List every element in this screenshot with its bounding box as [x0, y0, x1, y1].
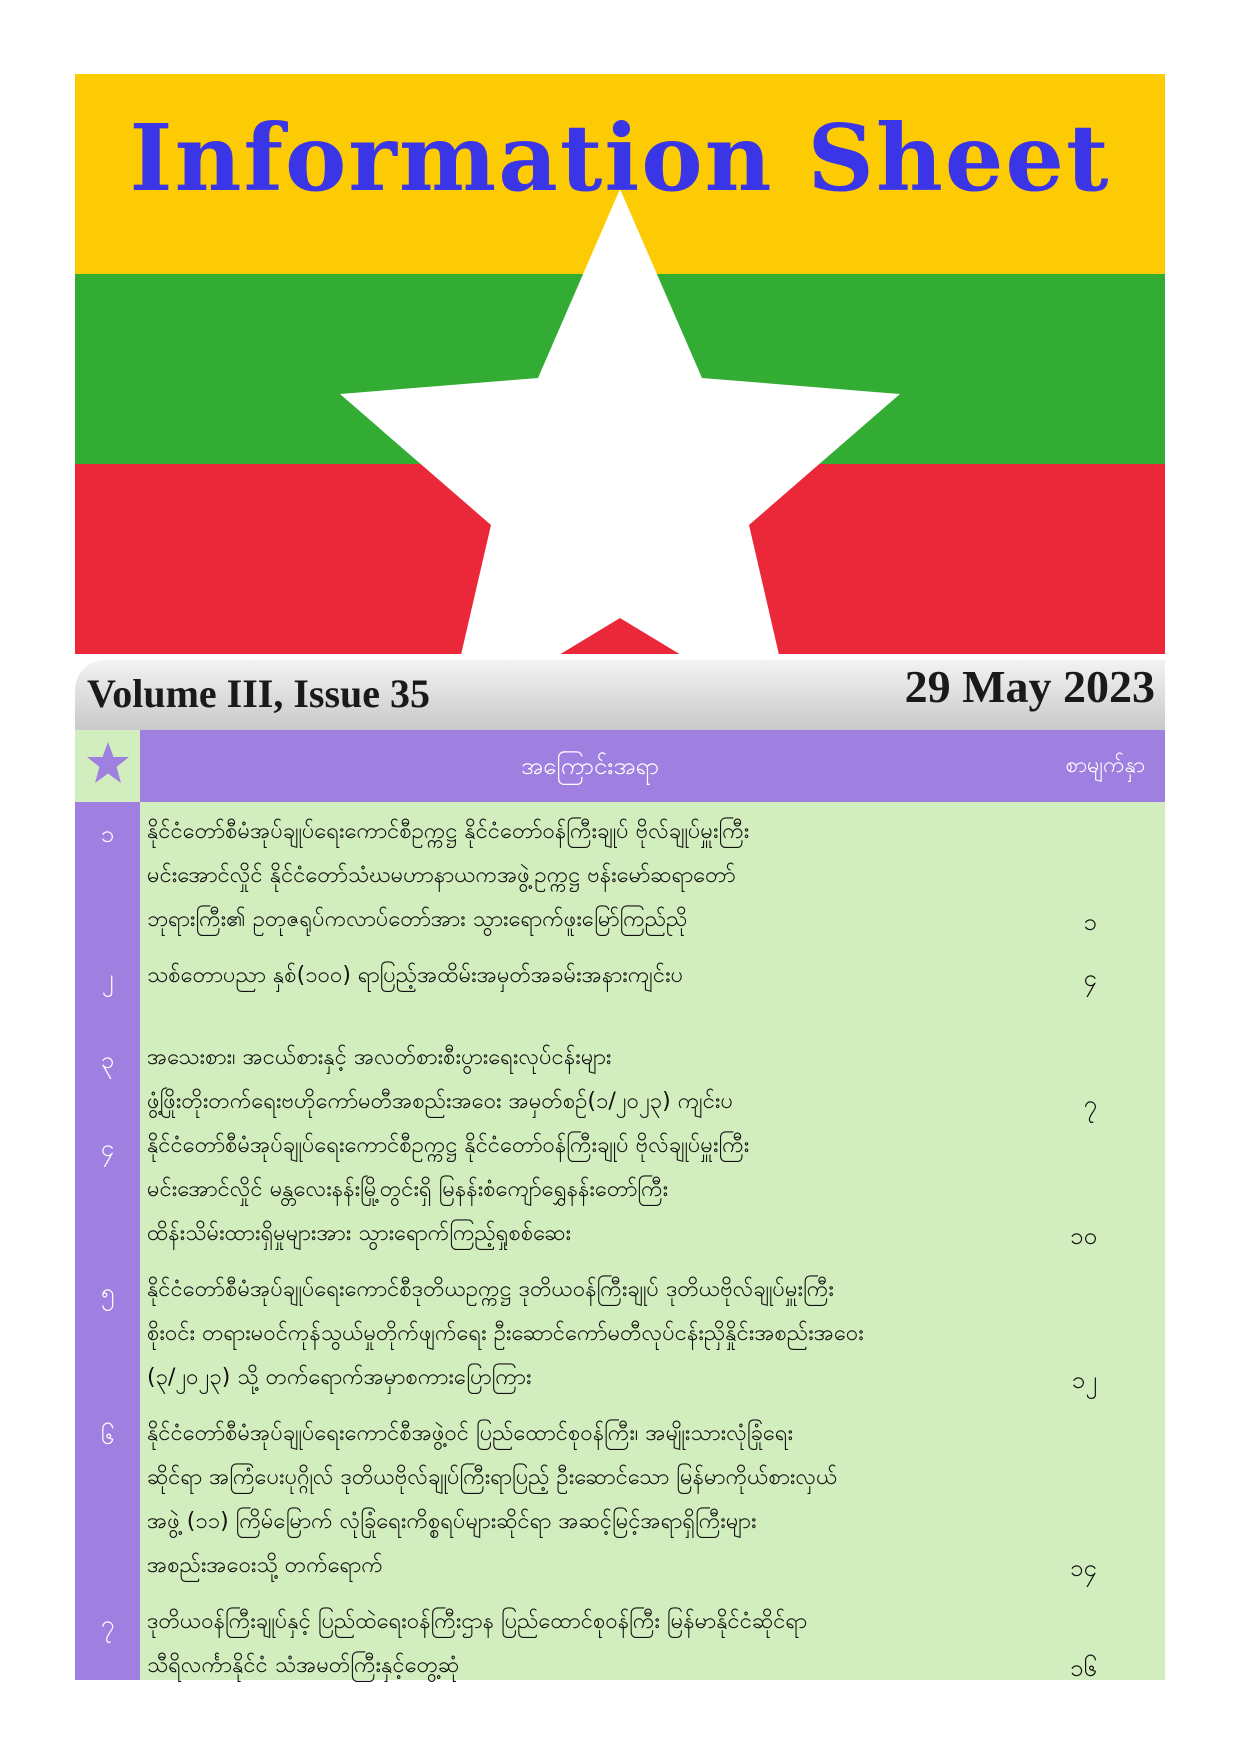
toc-entry-line: မင်းအောင်လှိုင် နိုင်ငံတော်သံဃမဟာနာယကအဖွဲ့ဥက္ကဋ္ဌ ဗန်းမော်ဆရာတော် [147, 863, 736, 888]
toc-entry-title [147, 810, 1047, 942]
toc-entry-number: ၅ [100, 1278, 115, 1306]
toc-entry-line: အသေးစား၊ အငယ်စားနှင့် အလတ်စားစီးပွားရေးလုပ်ငန်းများ [147, 1045, 612, 1070]
toc-entry-title [147, 1124, 1047, 1256]
flag-banner [75, 74, 1165, 654]
toc-title: အကြောင်းအရာ [521, 752, 659, 780]
toc-entry-line: နိုင်ငံတော်စီမံအုပ်ချုပ်ရေးကောင်စီဥက္ကဋ္ဌ နိုင်ငံတော်ဝန်ကြီးချုပ် ဗိုလ်ချုပ်မှူးကြီး [147, 1133, 750, 1158]
toc-entry-title [147, 1036, 1047, 1124]
toc-entry-page: ၇ [1083, 1090, 1097, 1118]
toc-entry-number: ၆ [100, 1422, 115, 1450]
toc-entry-page: ၄ [1083, 964, 1097, 992]
toc-number-column [75, 730, 140, 1680]
toc-entry-number: ၄ [100, 1134, 115, 1162]
toc-entry-line: မင်းအောင်လှိုင် မန္တလေးနန်းမြို့တွင်းရှိ မြနန်းစံကျော်ရွှေနန်းတော်ကြီး [147, 1177, 669, 1202]
toc-header-star-cell [75, 730, 140, 802]
toc-entry-line: ဖွံ့ဖြိုးတိုးတက်ရေးဗဟိုကော်မတီအစည်းအဝေး အမှတ်စဉ်(၁/၂၀၂၃) ကျင်းပ [147, 1089, 734, 1114]
toc-entry-line: နိုင်ငံတော်စီမံအုပ်ချုပ်ရေးကောင်စီဒုတိယဥက္ကဋ္ဌ ဒုတိယဝန်ကြီးချုပ် ဒုတိယဗိုလ်ချုပ်မှူးကြီး [147, 1277, 834, 1302]
issue-date: 29 May 2023 [904, 661, 1155, 712]
volume-issue: Volume III, Issue 35 [87, 671, 431, 716]
toc-entry-line: သစ်တောပညာ နှစ်(၁၀၀) ရာပြည့်အထိမ်းအမှတ်အခမ်းအနားကျင်းပ [147, 963, 684, 988]
toc-entry-line: (၃/၂၀၂၃) သို့ တက်ရောက်အမှာစကားပြောကြား [147, 1365, 532, 1390]
toc-entry-line: အစည်းအဝေးသို့ တက်ရောက် [147, 1553, 383, 1578]
toc-entry-line: ဆိုင်ရာ အကြံပေးပုဂ္ဂိုလ် ဒုတိယဗိုလ်ချုပ်ကြီးရာပြည့် ဦးဆောင်သော မြန်မာကိုယ်စားလှယ် [147, 1465, 838, 1490]
toc-entry-page: ၁၆ [1070, 1654, 1097, 1682]
toc-entry-title [147, 1600, 1047, 1688]
toc-entry-page: ၁၀ [1070, 1222, 1097, 1250]
toc-entry-title [147, 1412, 1047, 1588]
toc-entry-title [147, 1268, 1047, 1400]
toc-entry-line: နိုင်ငံတော်စီမံအုပ်ချုပ်ရေးကောင်စီဥက္ကဋ္ဌ နိုင်ငံတော်ဝန်ကြီးချုပ် ဗိုလ်ချုပ်မှူးကြီး [147, 819, 750, 844]
toc-entry-title [147, 954, 1047, 998]
purple-star-icon [85, 740, 131, 786]
toc-entry-line: သီရိလင်္ကာနိုင်ငံ သံအမတ်ကြီးနှင့်တွေ့ဆုံ [147, 1653, 460, 1678]
toc-entry-page: ၁၄ [1070, 1554, 1097, 1582]
toc-entry-line: ထိန်းသိမ်းထားရှိမှုများအား သွားရောက်ကြည့်ရှုစစ်ဆေး [147, 1221, 572, 1246]
toc-entry-number: ၃ [100, 1046, 115, 1074]
toc-entry-line: ဘုရားကြီး၏ ဥတုဇရုပ်ကလာပ်တော်အား သွားရောက်ဖူးမြော်ကြည်ညို [147, 907, 688, 932]
toc-page-header: စာမျက်နှာ [1065, 753, 1145, 778]
toc-entry-line: အဖွဲ့ (၁၁) ကြိမ်မြောက် လုံခြုံရေးကိစ္စရပ်များဆိုင်ရာ အဆင့်မြင့်အရာရှိကြီးများ [147, 1509, 757, 1534]
toc-entry-line: စိုးဝင်း တရားမဝင်ကုန်သွယ်မှုတိုက်ဖျက်ရေး ဦးဆောင်ကော်မတီလုပ်ငန်းညှိနှိုင်းအစည်းအဝေး [147, 1321, 864, 1346]
toc-entry-number: ၂ [101, 964, 114, 992]
toc-entry-line: နိုင်ငံတော်စီမံအုပ်ချုပ်ရေးကောင်စီအဖွဲ့ဝင် ပြည်ထောင်စုဝန်ကြီး၊ အမျိုးသားလုံခြုံရေး [147, 1421, 794, 1446]
toc-entry-number: ၁ [100, 820, 115, 848]
issue-bar [75, 660, 1165, 730]
toc-entry-line: ဒုတိယဝန်ကြီးချုပ်နှင့် ပြည်ထဲရေးဝန်ကြီးဌာန ပြည်ထောင်စုဝန်ကြီး မြန်မာနိုင်ငံဆိုင်ရာ [147, 1609, 808, 1634]
toc-header [140, 730, 1165, 802]
toc-entry-page: ၁၂ [1071, 1366, 1097, 1394]
toc-entry-page: ၁ [1083, 908, 1097, 936]
table-of-contents [75, 730, 1165, 1680]
toc-entry-number: ၇ [100, 1610, 115, 1638]
banner-title: Information Sheet [129, 104, 1111, 212]
